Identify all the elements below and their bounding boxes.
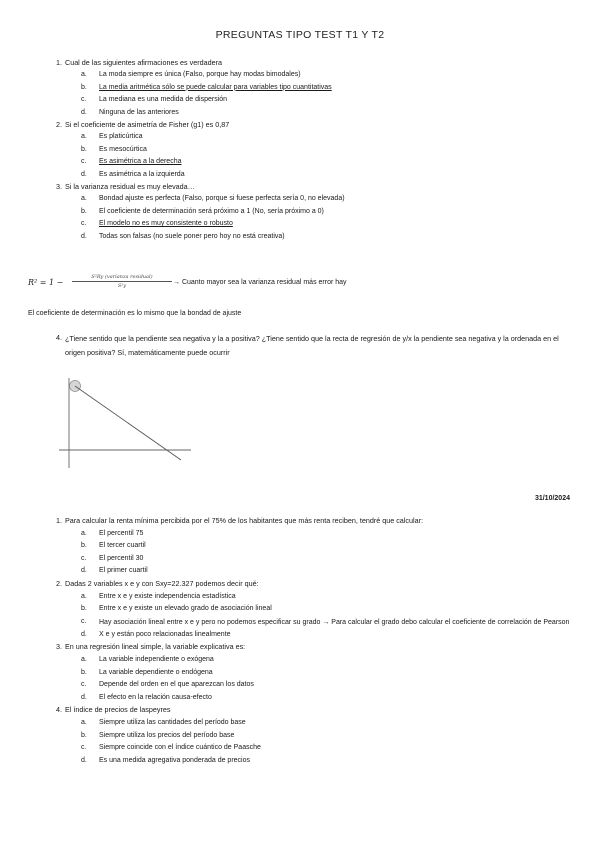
option-item	[81, 679, 576, 692]
option-letter: c.	[81, 617, 87, 625]
option-text: Siempre coincide con el índice cuántico de Paasche	[99, 744, 261, 752]
question-number: 3.	[56, 642, 62, 652]
option-item	[81, 717, 576, 730]
option-letter: a.	[81, 655, 87, 663]
option-text: Es platicúrtica	[99, 133, 143, 141]
option-list	[81, 193, 568, 243]
option-list	[81, 591, 576, 642]
option-letter: d.	[81, 693, 87, 701]
question-item	[48, 515, 576, 578]
option-item	[81, 218, 568, 230]
option-item	[81, 629, 576, 642]
question-list-2	[48, 332, 576, 359]
question-number: 3.	[56, 182, 62, 192]
question-item	[48, 704, 576, 767]
option-letter: a.	[81, 133, 87, 141]
option-letter: a.	[81, 71, 87, 79]
question-number: 1.	[56, 58, 62, 67]
option-letter: a.	[81, 592, 87, 600]
option-text: El percentil 75	[99, 529, 144, 537]
option-letter: d.	[81, 567, 87, 575]
option-item	[81, 603, 576, 616]
formula-explanation: → Cuanto mayor sea la varianza residual más error hay	[173, 279, 347, 286]
option-list	[81, 717, 576, 767]
option-item	[81, 755, 576, 768]
formula-fraction	[72, 274, 172, 289]
option-letter: d.	[81, 108, 87, 116]
option-text: Ninguna de las anteriores	[99, 108, 179, 116]
option-letter: d.	[81, 232, 87, 240]
option-list	[81, 528, 576, 578]
option-item	[81, 231, 568, 243]
option-item	[81, 553, 576, 566]
option-letter: b.	[81, 605, 87, 613]
question-item	[48, 641, 576, 704]
option-item	[81, 193, 568, 205]
question-number: 2.	[56, 120, 62, 130]
r-squared-formula	[28, 274, 388, 298]
option-item	[81, 692, 576, 705]
option-list	[81, 69, 568, 119]
option-text: Siempre utiliza las cantidades del período base	[99, 718, 246, 726]
option-letter: c.	[81, 554, 87, 562]
option-text: La variable dependiente o endógena	[99, 668, 213, 676]
page-title: PREGUNTAS TIPO TEST T1 Y T2	[215, 29, 385, 41]
date-label: 31/10/2024	[534, 495, 570, 502]
option-letter: c.	[81, 158, 87, 166]
option-item	[81, 169, 568, 181]
option-text: El tercer cuartil	[99, 542, 146, 550]
regression-sketch	[55, 372, 195, 472]
option-text-correct: La media aritmética sólo se puede calcular para variables tipo cuantitativas	[99, 83, 332, 91]
option-item	[81, 107, 568, 119]
option-letter: b.	[81, 542, 87, 550]
question-text: Para calcular la renta mínima percibida por el 75% de los habitantes que más renta reciben, tendré que calcular:	[65, 516, 423, 525]
option-letter: c.	[81, 220, 87, 228]
option-item	[81, 730, 576, 743]
option-text: El primer cuartil	[99, 567, 148, 575]
option-letter: c.	[81, 96, 87, 104]
option-letter: c.	[81, 681, 87, 689]
option-letter: c.	[81, 744, 87, 752]
option-letter: b.	[81, 145, 87, 153]
option-text: El efecto en la relación causa-efecto	[99, 693, 212, 701]
option-item	[81, 94, 568, 106]
option-item	[81, 616, 576, 629]
question-number: 1.	[56, 516, 62, 525]
option-list	[81, 131, 568, 181]
option-item	[81, 69, 568, 81]
option-text-correct: El modelo no es muy consistente o robusto	[99, 220, 233, 228]
question-item	[48, 119, 568, 181]
option-text: Es mesocúrtica	[99, 145, 147, 153]
option-letter: d.	[81, 630, 87, 638]
question-item	[48, 578, 576, 641]
option-letter: b.	[81, 83, 87, 91]
question-text: En una regresión lineal simple, la variable explicativa es:	[65, 642, 246, 652]
option-item	[81, 742, 576, 755]
question-text: El índice de precios de laspeyres	[65, 705, 171, 715]
option-letter: a.	[81, 529, 87, 537]
option-text: Entre x e y existe independencia estadística	[99, 592, 236, 600]
option-text: La variable independiente o exógena	[99, 655, 214, 663]
question-number: 4.	[56, 333, 62, 342]
option-item	[81, 667, 576, 680]
option-text-correct: Es asimétrica a la derecha	[99, 158, 182, 166]
question-item	[48, 332, 576, 359]
formula-lhs: R² = 1 −	[28, 278, 64, 287]
option-item	[81, 565, 576, 578]
option-text: Es asimétrica a la izquierda	[99, 170, 185, 178]
option-letter: a.	[81, 195, 87, 203]
option-item	[81, 540, 576, 553]
option-text: Todas son falsas (no suele poner pero hoy no está creativa)	[99, 232, 285, 240]
option-item	[81, 156, 568, 168]
question-number: 4.	[56, 705, 62, 715]
option-letter: d.	[81, 756, 87, 764]
option-letter: a.	[81, 718, 87, 726]
option-letter: b.	[81, 731, 87, 739]
question-number: 2.	[56, 578, 62, 588]
option-item	[81, 654, 576, 667]
question-item	[48, 181, 568, 243]
option-letter: b.	[81, 668, 87, 676]
option-text: El percentil 30	[99, 554, 144, 562]
formula-numerator: S²Ry (varianza residual)	[72, 274, 172, 282]
option-text: Depende del orden en el que aparezcan los datos	[99, 681, 254, 689]
option-item	[81, 206, 568, 218]
question-text: Cual de las siguientes afirmaciones es verdadera	[65, 58, 223, 67]
regression-line	[75, 386, 181, 460]
option-letter: d.	[81, 170, 87, 178]
option-text: Hay asociación lineal entre x e y pero no podemos especificar su grado → Para calcular el grado debo calcular el coeficiente de correlación de Pearson	[99, 618, 570, 626]
option-text: Bondad ajuste es perfecta (Falso, porque si fuese perfecta sería 0, no elevada)	[99, 195, 345, 203]
formula-denominator: S²y	[117, 283, 127, 289]
question-item	[48, 57, 568, 119]
question-text: Si el coeficiente de asimetría de Fisher (g1) es 0,87	[65, 120, 230, 130]
option-text: La moda siempre es única (Falso, porque hay modas bimodales)	[99, 71, 301, 79]
question-list-1	[48, 57, 568, 243]
option-text: X e y están poco relacionadas linealmente	[99, 630, 231, 638]
question-text: ¿Tiene sentido que la pendiente sea negativa y la a positiva? ¿Tiene sentido que la recta de regresión de y/x la pendiente sea negativa y la ordenada en el origen positiva? Sí, matemáticamente puede ocurrir	[65, 334, 559, 357]
note-text: El coeficiente de determinación es lo mismo que la bondad de ajuste	[28, 310, 242, 317]
option-list	[81, 654, 576, 704]
question-text: Si la varianza residual es muy elevada…	[65, 182, 195, 192]
question-list-3	[48, 515, 576, 767]
question-text: Dadas 2 variables x e y con Sxy=22.327 podemos decir qué:	[65, 578, 259, 588]
option-item	[81, 591, 576, 604]
option-text: El coeficiente de determinación será próximo a 1 (No, sería próximo a 0)	[99, 207, 324, 215]
option-text: La mediana es una medida de dispersión	[99, 96, 228, 104]
option-item	[81, 82, 568, 94]
option-text: Siempre utiliza los precios del período base	[99, 731, 235, 739]
option-item	[81, 144, 568, 156]
option-item	[81, 528, 576, 541]
option-item	[81, 131, 568, 143]
option-text: Entre x e y existe un elevado grado de asociación lineal	[99, 605, 272, 613]
option-letter: b.	[81, 207, 87, 215]
option-text: Es una medida agregativa ponderada de precios	[99, 756, 250, 764]
